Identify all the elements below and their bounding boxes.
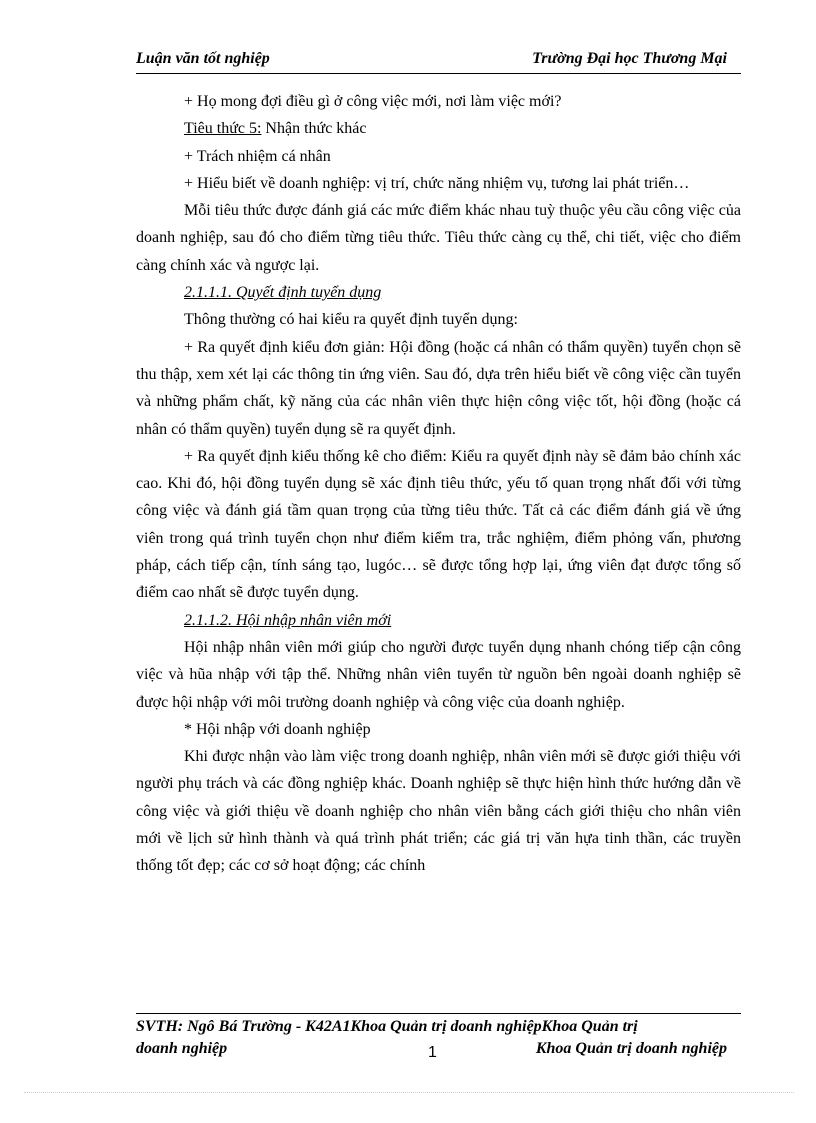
heading-employee-integration: 2.1.1.2. Hội nhập nhân viên mới xyxy=(184,611,392,629)
page-bottom-divider xyxy=(24,1092,794,1093)
page-number: 1 xyxy=(428,1044,437,1061)
paragraph-simple-decision: + Ra quyết định kiểu đơn giản: Hội đồng (hoặc cá nhân có thẩm quyền) tuyển chọn sẽ thu thập, xem xét lại các thông tin ứng viên. Sau đó, dựa trên hiểu biết về công việc cần tuyển và những phẩm chất, kỹ năng của các nhân viên thực hiện công việc tốt, hội đồng (hoặc cá nhân có thẩm quyền) tuyển dụng sẽ ra quyết định. xyxy=(136,338,741,438)
footer-student-info: SVTH: Ngô Bá Trường - K42A1Khoa Quản trị doanh nghiệpKhoa Quản trị xyxy=(136,1018,638,1035)
header-thesis-label: Luận văn tốt nghiệp xyxy=(136,50,270,67)
paragraph-company-knowledge: + Hiểu biết về doanh nghiệp: vị trí, chức năng nhiệm vụ, tương lai phát triển… xyxy=(184,174,690,192)
footer-faculty-right: Khoa Quản trị doanh nghiệp xyxy=(535,1040,727,1057)
paragraph-integration-details: Khi được nhận vào làm việc trong doanh nghiệp, nhân viên mới sẽ được giới thiệu với người phụ trách và các đồng nghiệp khác. Doanh nghiệp sẽ thực hiện hình thức hướng dẫn về công việc và giới thiệu về doanh nghiệp cho nhân viên bằng cách giới thiệu cho nhân viên mới về lịch sử hình thành và quá trình phát triển; các giá trị văn hựa tinh thần, các truyền thống tốt đẹp; các cơ sở hoạt động; các chính xyxy=(136,748,741,875)
page-footer xyxy=(136,1013,741,1064)
heading-recruitment-decision: 2.1.1.1. Quyết định tuyển dụng xyxy=(184,284,382,302)
paragraph-integration-intro: Hội nhập nhân viên mới giúp cho người được tuyển dụng nhanh chóng tiếp cận công việc và hũa nhập với tập thể. Những nhân viên tuyển từ nguồn bên ngoài doanh nghiệp sẽ được hội nhập với môi trường doanh nghiệp và công việc của doanh nghiệp. xyxy=(136,638,741,711)
document-body xyxy=(136,88,741,880)
paragraph-criteria-scoring: Mỗi tiêu thức được đánh giá các mức điểm khác nhau tuỳ thuộc yêu cầu công việc của doanh nghiệp, sau đó cho điểm từng tiêu thức. Tiêu thức càng cụ thể, chi tiết, việc cho điểm càng chính xác và ngược lại. xyxy=(136,202,741,274)
paragraph-criterion-5 xyxy=(136,115,741,142)
paragraph-decision-types: Thông thường có hai kiểu ra quyết định tuyển dụng: xyxy=(184,311,518,329)
header-university-name: Trường Đại học Thương Mại xyxy=(532,50,727,67)
page-header xyxy=(136,47,741,74)
paragraph-statistical-decision: + Ra quyết định kiểu thống kê cho điểm: Kiểu ra quyết định này sẽ đảm bảo chính xác cao. Khi đó, hội đồng tuyển dụng sẽ xác định tiêu thức, yếu tố quan trọng nhất đối với từng công việc và đánh giá tầm quan trọng của từng tiêu thức. Tất cả các điểm đánh giá về ứng viên trong quá trình tuyển chọn như điểm kiểm tra, trắc nghiệm, điểm phỏng vấn, phương pháp, cách tiếp cận, tính sáng tạo, lugóc… sẽ được tổng hợp lại, ứng viên đạt được tổng số điểm cao nhất sẽ được tuyển dụng. xyxy=(136,447,741,602)
footer-faculty-left: doanh nghiệp xyxy=(136,1040,228,1057)
criterion-5-label: Tiêu thức 5: xyxy=(184,120,262,138)
paragraph-company-integration: * Hội nhập với doanh nghiệp xyxy=(184,720,371,738)
criterion-5-text: Nhận thức khác xyxy=(261,120,367,138)
paragraph-expectations: + Họ mong đợi điều gì ở công việc mới, nơi làm việc mới? xyxy=(184,93,562,110)
paragraph-responsibility: + Trách nhiệm cá nhân xyxy=(184,147,331,165)
